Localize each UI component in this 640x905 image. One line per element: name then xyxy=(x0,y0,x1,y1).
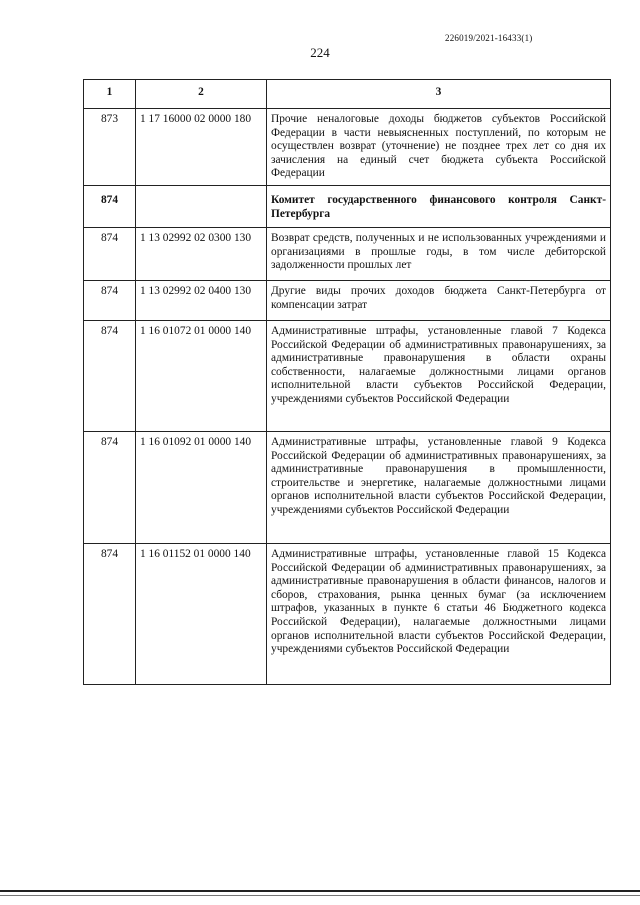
column-header-2: 2 xyxy=(136,80,267,109)
revenue-name-cell: Прочие неналоговые доходы бюджетов субъектов Российской Федерации в части невыясненных поступлений, по которым не осуществлен возврат (уточнение) не позднее трех лет со дня их зачисления на единый счет бюджета субъекта Российской Федерации xyxy=(267,109,611,186)
page-bottom-rule-thin xyxy=(0,895,640,896)
table-row xyxy=(84,543,611,684)
admin-code-cell: 874 xyxy=(84,543,136,684)
admin-code-cell: 874 xyxy=(84,185,136,227)
admin-code-cell: 874 xyxy=(84,280,136,320)
kbk-code-cell xyxy=(136,185,267,227)
kbk-code-cell: 1 16 01092 01 0000 140 xyxy=(136,431,267,543)
table-row xyxy=(84,320,611,431)
kbk-code-cell: 1 13 02992 02 0400 130 xyxy=(136,280,267,320)
document-registration-number: 226019/2021-16433(1) xyxy=(445,33,533,43)
kbk-code-cell: 1 17 16000 02 0000 180 xyxy=(136,109,267,186)
column-header-3: 3 xyxy=(267,80,611,109)
kbk-code-cell: 1 16 01152 01 0000 140 xyxy=(136,543,267,684)
table-row xyxy=(84,227,611,280)
table-row xyxy=(84,109,611,186)
kbk-code-cell: 1 13 02992 02 0300 130 xyxy=(136,227,267,280)
revenue-codes-table xyxy=(83,79,611,685)
kbk-code-cell: 1 16 01072 01 0000 140 xyxy=(136,320,267,431)
revenue-name-cell: Возврат средств, полученных и не использованных учреждениями и организациями в прошлые годы, в том числе дебиторской задолженности прошлых лет xyxy=(267,227,611,280)
admin-code-cell: 873 xyxy=(84,109,136,186)
revenue-name-cell: Другие виды прочих доходов бюджета Санкт-Петербурга от компенсации затрат xyxy=(267,280,611,320)
revenue-name-cell: Административные штрафы, установленные главой 9 Кодекса Российской Федерации об административных правонарушениях, за административные правонарушения в промышленности, строительстве и энергетике, налагаемые должностными лицами органов исполнительной власти субъектов Российской Федерации, учреждениями субъектов Российской Федерации xyxy=(267,431,611,543)
page-number: 224 xyxy=(310,45,330,60)
admin-code-cell: 874 xyxy=(84,227,136,280)
admin-code-cell: 874 xyxy=(84,320,136,431)
table-header-row xyxy=(84,80,611,109)
table-row xyxy=(84,280,611,320)
column-header-1: 1 xyxy=(84,80,136,109)
page-bottom-rule xyxy=(0,890,640,892)
revenue-name-cell: Административные штрафы, установленные главой 15 Кодекса Российской Федерации об административных правонарушениях, за административные правонарушения в области финансов, налогов и сборов, страхования, рынка ценных бумаг (за исключением штрафов, указанных в пункте 6 статьи 46 Бюджетного кодекса Российской Федерации), налагаемые должностными лицами органов исполнительной власти субъектов Российской Федерации, учреждениями субъектов Российской Федерации xyxy=(267,543,611,684)
administrator-name-cell: Комитет государственного финансового контроля Санкт-Петербурга xyxy=(267,185,611,227)
table-row xyxy=(84,431,611,543)
table-row-section-header xyxy=(84,185,611,227)
admin-code-cell: 874 xyxy=(84,431,136,543)
revenue-name-cell: Административные штрафы, установленные главой 7 Кодекса Российской Федерации об административных правонарушениях, за административные правонарушения в области охраны собственности, налагаемые должностными лицами органов исполнительной власти субъектов Российской Федерации, учреждениями субъектов Российской Федерации xyxy=(267,320,611,431)
